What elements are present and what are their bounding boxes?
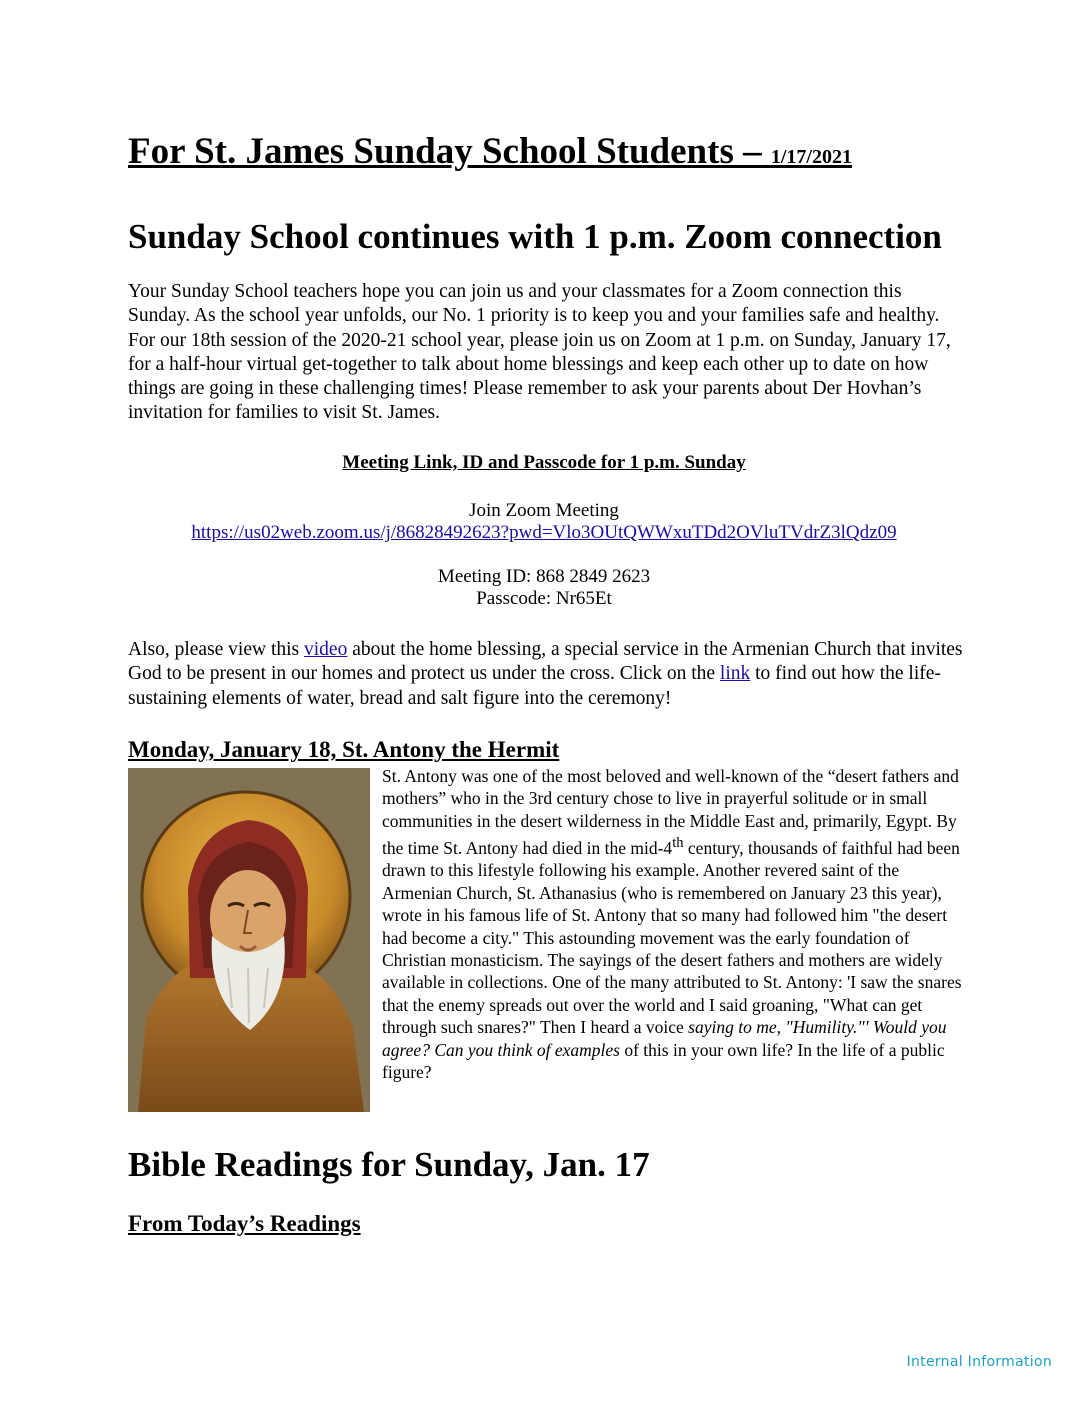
title-text: For St. James Sunday School Students – — [128, 131, 762, 172]
meeting-heading: Meeting Link, ID and Passcode for 1 p.m. Sunday — [342, 452, 746, 473]
antony-superscript: th — [672, 835, 684, 852]
zoom-intro-paragraph: Your Sunday School teachers hope you can join us and your classmates for a Zoom connection this Sunday. As the school year unfolds, our No. 1 priority is to keep you and your families safe and healthy. For our 18th session of the 2020-21 school year, please join us on Zoom at 1 p.m. on Sunday, January 17, for a half-hour virtual get-together to talk about home blessings and keep each other up to date on how things are going in these challenging times! Please remember to ask your parents about Der Hovhan’s invitation for families to visit St. James. — [128, 281, 951, 424]
antony-italic-text: saying to me, "Humility."' Would you agree? Can you think of examples — [382, 1017, 947, 1060]
home-blessing-link[interactable]: link — [719, 663, 751, 685]
page-title — [128, 130, 852, 179]
zoom-meeting-link[interactable]: https://us02web.zoom.us/j/86828492623?pwd=Vlo3OUtQWWxuTDd2OVluTVdrZ3lQdz09 — [191, 522, 897, 543]
antony-text-3: of this in your own life? In the life of a public figure? — [382, 1039, 945, 1083]
video-text-1: Also, please view this — [128, 639, 305, 660]
zoom-section-heading: Sunday School continues with 1 p.m. Zoom connection — [128, 217, 942, 256]
st-antony-icon-image — [128, 768, 370, 1112]
antony-text-1: St. Antony was one of the most beloved and well-known of the “desert fathers and mothers” who in the 3rd century chose to live in prayerful solitude or in small communities in the desert wilderness in the Middle East and, primarily, Egypt. By the time St. Antony had died in the mid-4 — [382, 766, 959, 859]
bible-readings-heading: Bible Readings for Sunday, Jan. 17 — [128, 1145, 650, 1184]
antony-text-2: century, thousands of faithful had been drawn to this lifestyle following his example. Another revered saint of the Armenian Church, St. Athanasius (who is remembered on January 23 this year), wrote in his famous life of St. Antony that so many had followed him "the desert had become a city." This astounding movement was the early foundation of Christian monasticism. The sayings of the desert fathers and mothers are widely available in collections. One of the many attributed to St. Antony: 'I saw the snares that the enemy spreads out over the world and I said groaning, "What can get through such snares?" Then I heard a voice — [382, 838, 962, 1038]
title-date: 1/17/2021 — [770, 146, 852, 168]
join-zoom-label: Join Zoom Meeting — [469, 500, 619, 521]
meeting-id: Meeting ID: 868 2849 2623 — [437, 566, 651, 587]
todays-readings-heading: From Today’s Readings — [128, 1211, 361, 1236]
video-text-2: about the home blessing, a special service in the Armenian Church that invites God to be present in our homes and protect us under the cross. Click on the — [128, 639, 963, 685]
st-antony-painting — [128, 768, 370, 1112]
antony-heading: Monday, January 18, St. Antony the Hermit — [128, 737, 560, 762]
video-paragraph — [128, 638, 968, 711]
meeting-passcode: Passcode: Nr65Et — [476, 588, 612, 609]
meeting-info-block — [128, 452, 960, 610]
internal-information-label: Internal Information — [906, 1354, 1052, 1370]
video-link[interactable]: video — [304, 639, 348, 660]
video-text-3: to find out how the life-sustaining elements of water, bread and salt figure into the ceremony! — [128, 663, 941, 709]
antony-paragraph — [382, 765, 972, 1084]
